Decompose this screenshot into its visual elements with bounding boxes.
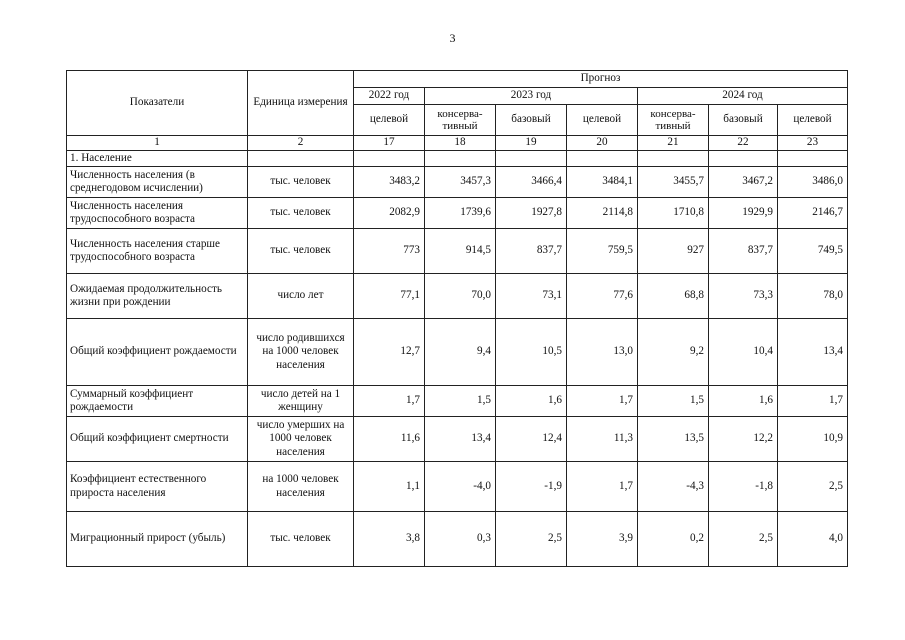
row-value: 2114,8 — [567, 198, 638, 229]
row-value: 1,1 — [354, 462, 425, 512]
row-unit: на 1000 человек населения — [248, 462, 354, 512]
row-value: 4,0 — [778, 512, 848, 567]
row-value: 749,5 — [778, 229, 848, 274]
row-indicator: Численность населения старше трудоспособного возраста — [67, 229, 248, 274]
variant-conservative-2023: консерва-тивный — [425, 105, 496, 136]
variant-target-2022: целевой — [354, 105, 425, 136]
table-row — [67, 167, 848, 198]
row-value: 3467,2 — [709, 167, 778, 198]
column-number: 18 — [425, 136, 496, 151]
row-value: 11,3 — [567, 417, 638, 462]
table-row — [67, 417, 848, 462]
table-row — [67, 386, 848, 417]
row-value: 1,7 — [778, 386, 848, 417]
row-value: 1,7 — [354, 386, 425, 417]
row-value: 1927,8 — [496, 198, 567, 229]
column-number: 22 — [709, 136, 778, 151]
row-indicator: Общий коэффициент рождаемости — [67, 319, 248, 386]
row-value: 12,7 — [354, 319, 425, 386]
row-value: 2,5 — [709, 512, 778, 567]
row-value: 837,7 — [496, 229, 567, 274]
header-unit: Единица измерения — [248, 71, 354, 136]
row-value: 1,6 — [709, 386, 778, 417]
row-value: 1,7 — [567, 462, 638, 512]
row-value: -1,8 — [709, 462, 778, 512]
table-row — [67, 512, 848, 567]
row-value: 2,5 — [496, 512, 567, 567]
row-value: 3483,2 — [354, 167, 425, 198]
row-value: 1710,8 — [638, 198, 709, 229]
row-value: 1,5 — [638, 386, 709, 417]
row-value: 77,6 — [567, 274, 638, 319]
column-number: 17 — [354, 136, 425, 151]
header-forecast: Прогноз — [354, 71, 848, 88]
empty-cell — [567, 151, 638, 167]
row-value: 914,5 — [425, 229, 496, 274]
table-row — [67, 462, 848, 512]
row-value: 0,2 — [638, 512, 709, 567]
row-indicator: Миграционный прирост (убыль) — [67, 512, 248, 567]
column-number: 21 — [638, 136, 709, 151]
table-row — [67, 229, 848, 274]
row-unit: число умерших на 1000 человек населения — [248, 417, 354, 462]
table-row — [67, 198, 848, 229]
row-value: 837,7 — [709, 229, 778, 274]
row-value: 77,1 — [354, 274, 425, 319]
page-number: 3 — [449, 31, 456, 45]
row-value: 773 — [354, 229, 425, 274]
column-number: 1 — [67, 136, 248, 151]
forecast-table — [66, 70, 848, 567]
empty-cell — [496, 151, 567, 167]
variant-base-2023: базовый — [496, 105, 567, 136]
table-row — [67, 274, 848, 319]
empty-cell — [248, 151, 354, 167]
row-value: 3486,0 — [778, 167, 848, 198]
row-value: 2146,7 — [778, 198, 848, 229]
empty-cell — [709, 151, 778, 167]
row-value: 70,0 — [425, 274, 496, 319]
empty-cell — [354, 151, 425, 167]
row-value: 13,4 — [425, 417, 496, 462]
row-value: 12,4 — [496, 417, 567, 462]
row-unit: тыс. человек — [248, 229, 354, 274]
row-value: 13,0 — [567, 319, 638, 386]
row-value: 3466,4 — [496, 167, 567, 198]
row-value: 1,6 — [496, 386, 567, 417]
row-value: 927 — [638, 229, 709, 274]
row-value: 3484,1 — [567, 167, 638, 198]
row-value: 12,2 — [709, 417, 778, 462]
row-value: 0,3 — [425, 512, 496, 567]
row-value: 1,7 — [567, 386, 638, 417]
row-unit: число детей на 1 женщину — [248, 386, 354, 417]
row-indicator: Численность населения (в среднегодовом исчислении) — [67, 167, 248, 198]
header-year-2022: 2022 год — [354, 88, 425, 105]
row-value: 68,8 — [638, 274, 709, 319]
row-value: 2082,9 — [354, 198, 425, 229]
row-value: 13,5 — [638, 417, 709, 462]
row-value: 1739,6 — [425, 198, 496, 229]
row-value: 3,9 — [567, 512, 638, 567]
row-unit: число лет — [248, 274, 354, 319]
section-row — [67, 151, 848, 167]
column-number: 20 — [567, 136, 638, 151]
row-value: 2,5 — [778, 462, 848, 512]
row-value: 10,9 — [778, 417, 848, 462]
row-value: 11,6 — [354, 417, 425, 462]
row-value: -4,3 — [638, 462, 709, 512]
row-value: 9,4 — [425, 319, 496, 386]
row-indicator: Коэффициент естественного прироста населения — [67, 462, 248, 512]
empty-cell — [638, 151, 709, 167]
table-row — [67, 319, 848, 386]
header-year-2024: 2024 год — [638, 88, 848, 105]
row-unit: тыс. человек — [248, 167, 354, 198]
empty-cell — [778, 151, 848, 167]
row-unit: число родившихся на 1000 человек населения — [248, 319, 354, 386]
section-title: 1. Население — [67, 151, 248, 167]
row-value: 1,5 — [425, 386, 496, 417]
variant-base-2024: базовый — [709, 105, 778, 136]
row-value: 73,3 — [709, 274, 778, 319]
header-row-forecast — [67, 71, 848, 88]
row-value: 9,2 — [638, 319, 709, 386]
column-number: 23 — [778, 136, 848, 151]
row-value: 3,8 — [354, 512, 425, 567]
row-indicator: Ожидаемая продолжительность жизни при рождении — [67, 274, 248, 319]
row-value: -4,0 — [425, 462, 496, 512]
row-indicator: Суммарный коэффициент рождаемости — [67, 386, 248, 417]
row-value: -1,9 — [496, 462, 567, 512]
row-value: 10,4 — [709, 319, 778, 386]
column-number: 19 — [496, 136, 567, 151]
row-value: 73,1 — [496, 274, 567, 319]
variant-target-2023: целевой — [567, 105, 638, 136]
variant-target-2024: целевой — [778, 105, 848, 136]
row-value: 3455,7 — [638, 167, 709, 198]
row-value: 3457,3 — [425, 167, 496, 198]
row-value: 78,0 — [778, 274, 848, 319]
row-value: 13,4 — [778, 319, 848, 386]
empty-cell — [425, 151, 496, 167]
row-indicator: Общий коэффициент смертности — [67, 417, 248, 462]
column-number: 2 — [248, 136, 354, 151]
variant-conservative-2024: консерва-тивный — [638, 105, 709, 136]
row-unit: тыс. человек — [248, 512, 354, 567]
row-value: 759,5 — [567, 229, 638, 274]
header-year-2023: 2023 год — [425, 88, 638, 105]
row-value: 1929,9 — [709, 198, 778, 229]
row-value: 10,5 — [496, 319, 567, 386]
row-indicator: Численность населения трудоспособного возраста — [67, 198, 248, 229]
row-unit: тыс. человек — [248, 198, 354, 229]
header-indicators: Показатели — [67, 71, 248, 136]
column-number-row — [67, 136, 848, 151]
